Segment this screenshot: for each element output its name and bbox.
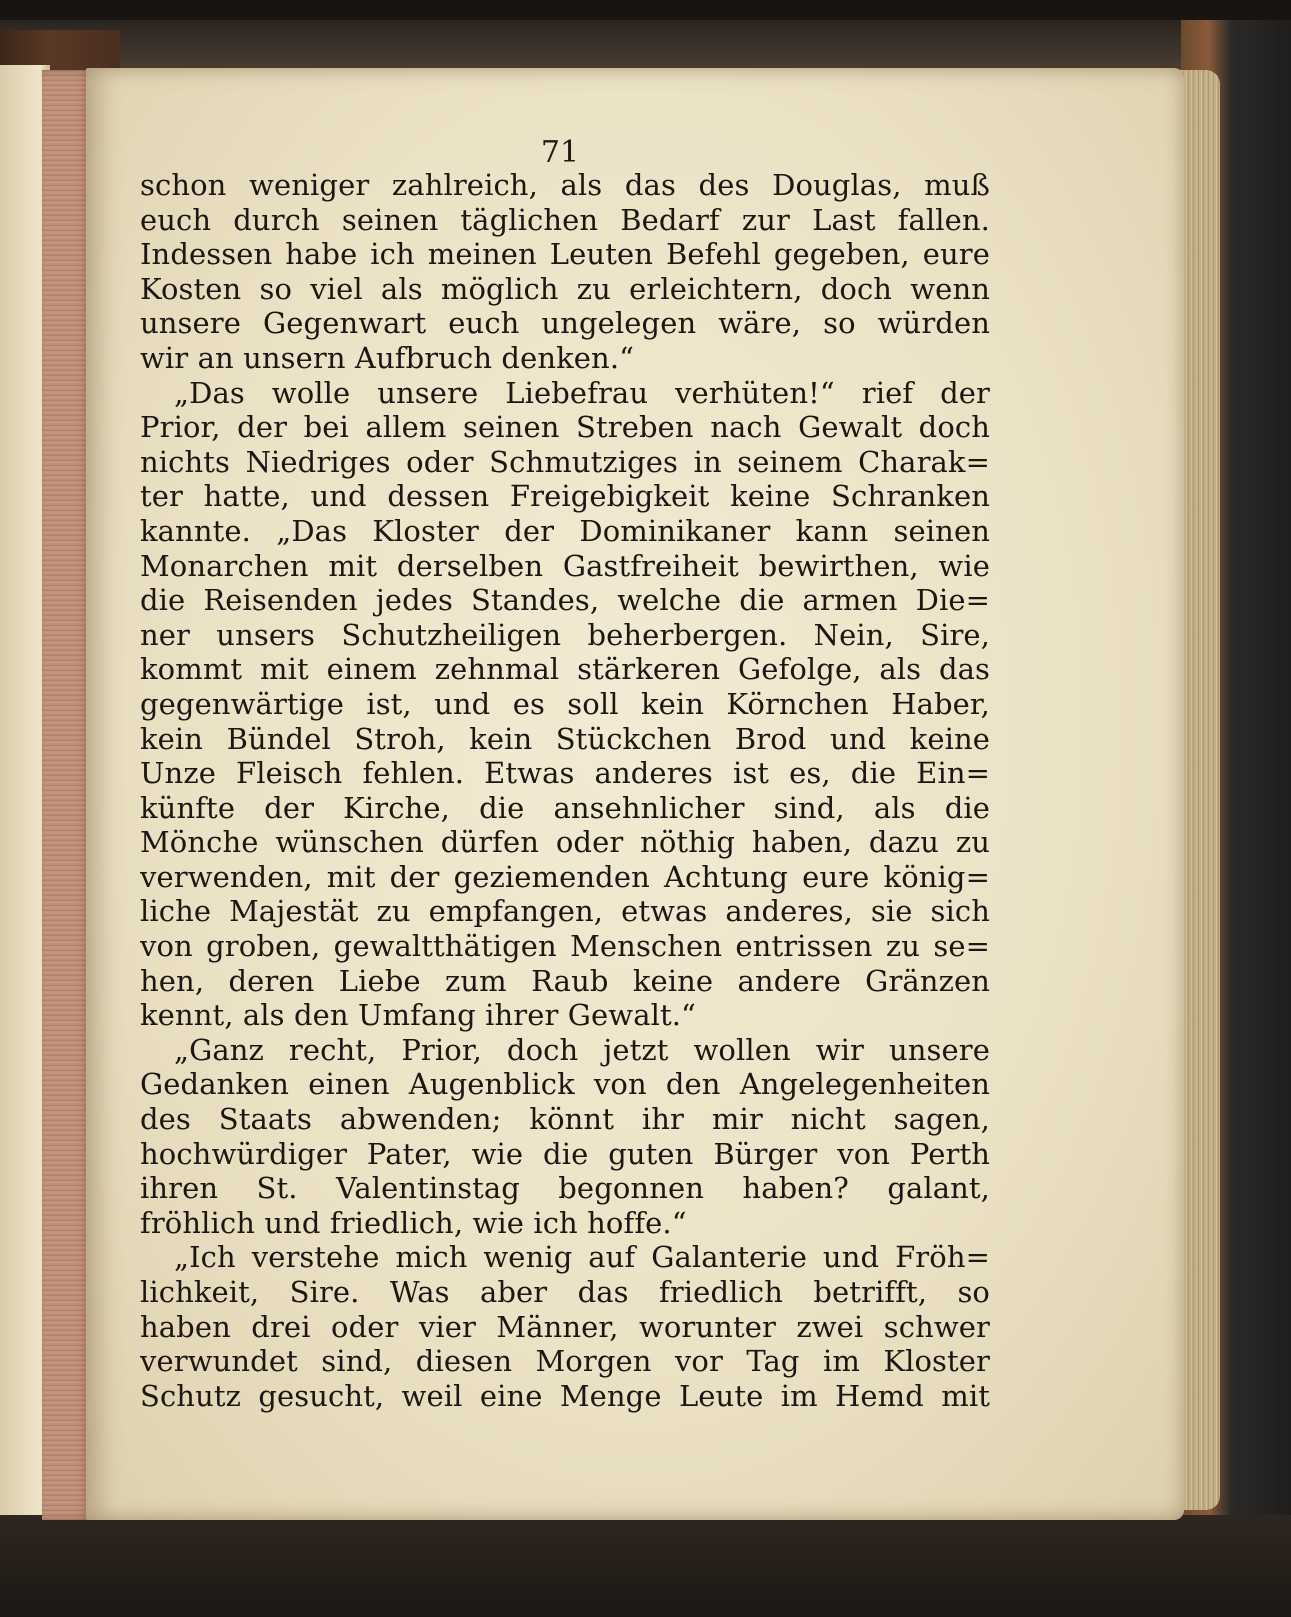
page-number: 71	[540, 135, 580, 170]
book-cover-top	[0, 20, 1291, 70]
text-line: schon weniger zahlreich, als das des Douglas, muß	[140, 168, 990, 202]
text-line: von groben, gewaltthätigen Menschen entrissen zu se=	[140, 929, 990, 964]
text-line: Prior, der bei allem seinen Streben nach Gewalt doch	[140, 410, 990, 445]
text-line: unsere Gegenwart euch ungelegen wäre, so würden	[140, 306, 990, 341]
text-line: verwenden, mit der geziemenden Achtung eure könig=	[140, 859, 990, 894]
text-line: kein Bündel Stroh, kein Stückchen Brod und keine	[140, 721, 990, 756]
text-line: Gedanken einen Augenblick von den Angelegenheiten	[140, 1067, 990, 1102]
text-line: Monarchen mit derselben Gastfreiheit bewirthen, wie	[140, 548, 990, 583]
text-line: wir an unsern Aufbruch denken.“	[140, 340, 635, 375]
text-line: ter hatte, und dessen Freigebigkeit keine Schranken	[140, 479, 990, 514]
text-line: verwundet sind, diesen Morgen vor Tag im Kloster	[140, 1344, 990, 1379]
text-line: „Das wolle unsere Liebefrau verhüten!“ rief der	[174, 375, 990, 410]
text-line: hen, deren Liebe zum Raub keine andere Gränzen	[140, 963, 990, 998]
text-line: „Ganz recht, Prior, doch jetzt wollen wir unsere	[174, 1032, 990, 1067]
text-line: des Staats abwenden; könnt ihr mir nicht sagen,	[140, 1102, 990, 1137]
text-line: ner unsers Schutzheiligen beherbergen. Nein, Sire,	[140, 617, 990, 652]
text-line: kennt, als den Umfang ihrer Gewalt.“	[140, 998, 696, 1033]
text-line: Kosten so viel als möglich zu erleichtern, doch wenn	[140, 271, 990, 306]
text-line: die Reisenden jedes Standes, welche die armen Die=	[140, 583, 990, 618]
text-line: Mönche wünschen dürfen oder nöthig haben, dazu zu	[140, 825, 990, 860]
text-line: hochwürdiger Pater, wie die guten Bürger von Perth	[140, 1136, 990, 1171]
text-line: haben drei oder vier Männer, worunter zwei schwer	[140, 1309, 990, 1344]
text-line: ihren St. Valentinstag begonnen haben? galant,	[140, 1171, 990, 1206]
book-cover-bottom	[0, 1515, 1291, 1617]
text-line: fröhlich und friedlich, wie ich hoffe.“	[140, 1205, 687, 1240]
text-line: Schutz gesucht, weil eine Menge Leute im Hemd mit	[140, 1378, 990, 1413]
text-line: kommt mit einem zehnmal stärkeren Gefolge, als das	[140, 652, 990, 687]
text-line: euch durch seinen täglichen Bedarf zur Last fallen.	[140, 202, 990, 237]
text-line: künfte der Kirche, die ansehnlicher sind, als die	[140, 790, 990, 825]
text-line: lichkeit, Sire. Was aber das friedlich betrifft, so	[140, 1275, 990, 1309]
text-line: „Ich verstehe mich wenig auf Galanterie und Fröh=	[174, 1240, 990, 1275]
text-line: kannte. „Das Kloster der Dominikaner kann seinen	[140, 513, 990, 548]
text-line: Indessen habe ich meinen Leuten Befehl gegeben, eure	[140, 237, 990, 272]
cloth-hinge	[42, 70, 92, 1520]
text-line: Unze Fleisch fehlen. Etwas anderes ist es, die Ein=	[140, 756, 990, 791]
text-line: nichts Niedriges oder Schmutziges in seinem Charak=	[140, 444, 990, 479]
body-text	[140, 168, 990, 1413]
text-line: gegenwärtige ist, und es soll kein Körnchen Haber,	[140, 686, 990, 721]
text-line: liche Majestät zu empfangen, etwas anderes, sie sich	[140, 894, 990, 929]
